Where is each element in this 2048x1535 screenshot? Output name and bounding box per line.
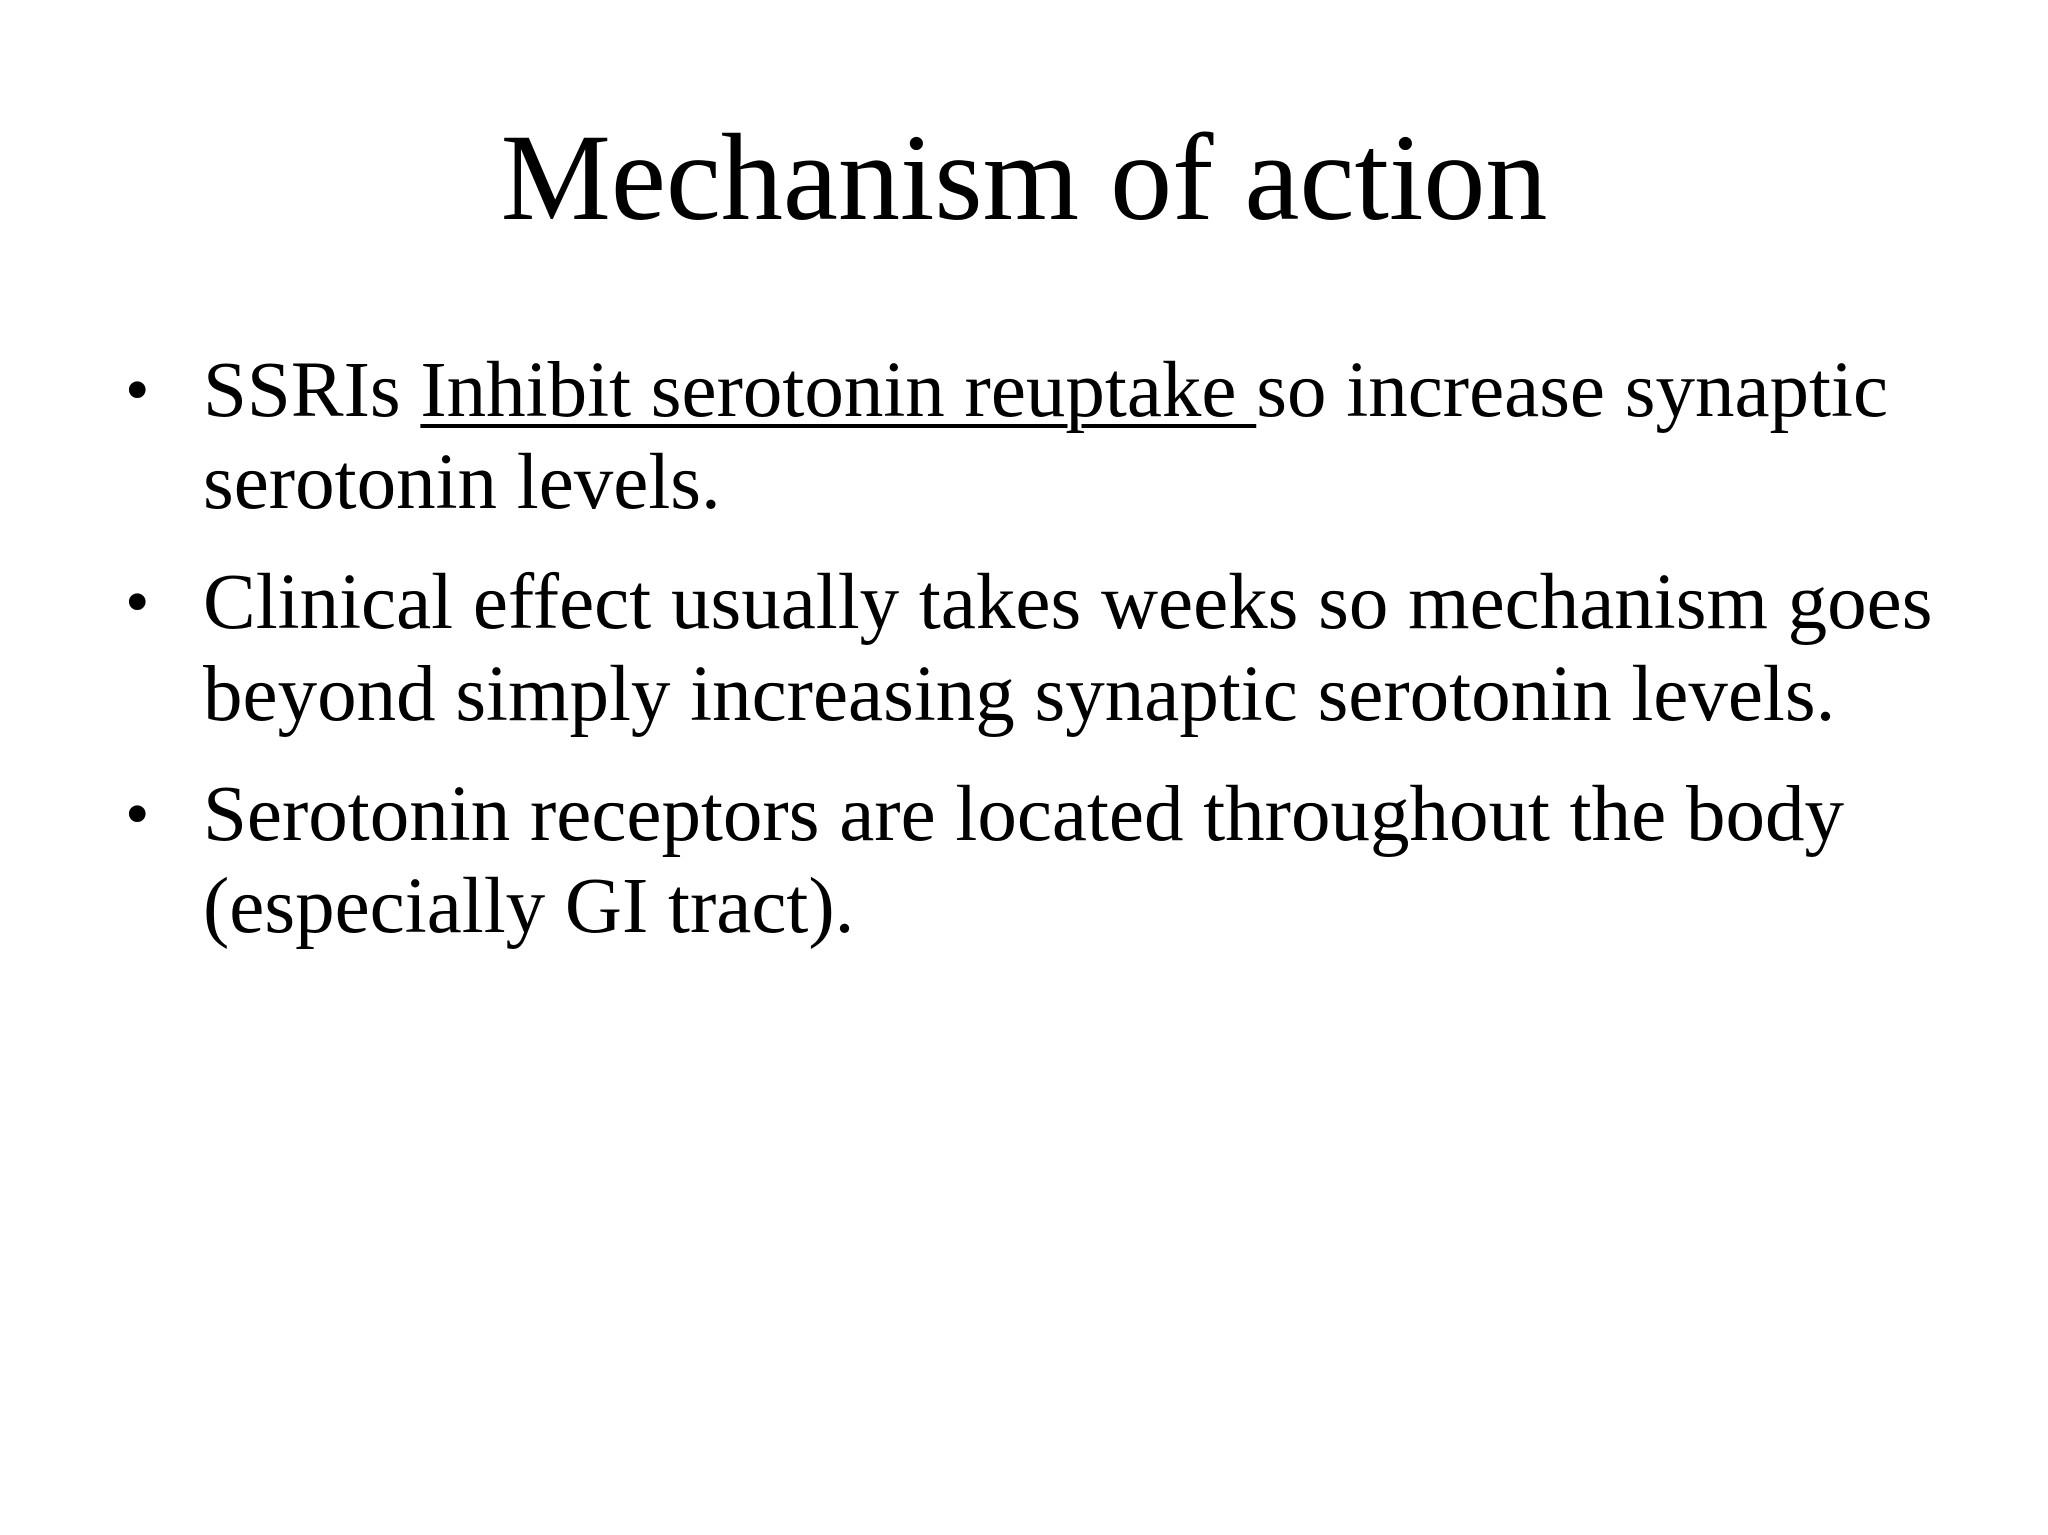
bullet-dot-icon: •: [125, 564, 150, 641]
bullet-list: [0, 345, 2048, 981]
bullet-text-prefix: SSRIs: [203, 347, 421, 434]
bullet-text-suffix: so increase synaptic serotonin levels.: [203, 347, 1889, 526]
bullet-text: Clinical effect usually takes weeks so mechanism goes beyond simply increasing synaptic serotonin levels.: [203, 559, 1933, 738]
slide-title: Mechanism of action: [500, 109, 1548, 246]
bullet-dot-icon: •: [125, 352, 150, 429]
bullet-text: Serotonin receptors are located throughout the body (especially GI tract).: [203, 771, 1844, 950]
bullet-text-underlined: Inhibit serotonin reuptake: [420, 347, 1257, 434]
bullet-item: [0, 345, 1963, 529]
bullet-item: [0, 557, 1963, 741]
bullet-dot-icon: •: [125, 776, 150, 853]
bullet-item: [0, 769, 1963, 953]
